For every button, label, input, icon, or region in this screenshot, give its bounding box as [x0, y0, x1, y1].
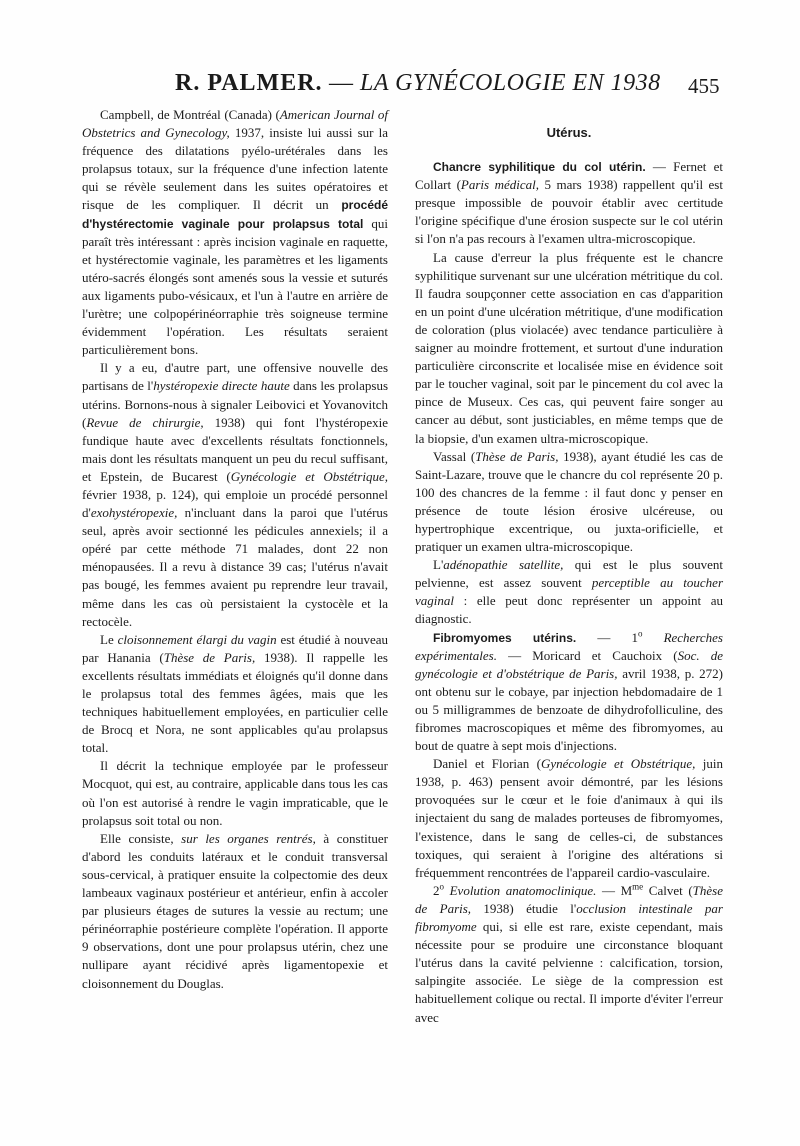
paragraph-evolution — [415, 882, 723, 1027]
text-run: Calvet ( — [643, 882, 693, 898]
text-run: 1938) qui font l'hystéropexie fundique haute avec d'excellents résultats fonctionnels, mais dont les résultats manquent un peu du recul suffisant, et Epstein, de Bucarest ( — [82, 414, 388, 484]
paragraph-adenopathie — [415, 556, 723, 628]
text-run: février 1938, p. 124), qui emploie un procédé personnel d' — [82, 486, 388, 521]
running-head-separator: — — [322, 70, 361, 96]
paragraph-cause-erreur: La cause d'erreur la plus fréquente est le chancre syphilitique survenant sur une ulcération métritique du col. Il faudra soupçonner cette association en cas d'apparition en un point d'une ulcération métritique, d'une modification de coloration (plus violacée) avec tendance particulière à saigner au moindre frottement, et surtout d'une induration particulière circonscrite et localisée mise en évidence soit par le toucher vaginal, soit par le pincement du col avec la pince de Museux. Ces cas, qui peuvent faire songer au cancer au début, sont justiciables, en même temps que de la biopsie, d'un examen ultra-microscopique. — [415, 249, 723, 446]
paragraph-vassal — [415, 448, 723, 557]
running-head-author: R. PALMER. — [175, 70, 323, 96]
left-column — [82, 106, 388, 993]
superscript: me — [632, 881, 644, 892]
text-run: à constituer d'abord les conduits latéraux et le conduit transversal sous-cervical, à pratiquer ensuite la colpectomie des deux lambeaux vaginaux postérieur et antérieur, enfin à accoler par plusieurs étages de sutures la vessie au rectum; une périnéorraphie postérieure complète l'opération. Il apporte 9 observations, dont une pour prolapsus utérin, chez une nullipare ayant récidivé après ligamentopexie et cloisonnement du Douglas. — [82, 830, 388, 991]
text-run: — Fernet et Collart ( — [415, 159, 723, 193]
citation-thesis: Thèse de Paris, — [163, 649, 256, 665]
emphasis-term: sur les organes rentrés, — [181, 830, 316, 846]
superscript: o — [439, 881, 444, 892]
subsection-heading: Fibromyomes utérins. — [433, 630, 577, 645]
emphasis-term: cloisonnement élargi du vagin — [117, 631, 277, 647]
text-run: n'incluant dans la paroi que l'utérus seul, après avoir sectionné les pédicules annexiels; il a opéré par cette méthode 71 malades, dont 22 non ménopausées. Il a revu à distance 39 cas; l'utérus n'avait pas bougé, les femmes avaient pu reprendre leur travail, même dans les cas où persistaient la cystocèle et la rectocèle. — [82, 505, 388, 629]
text-run: Campbell, de Montréal (Canada) ( — [100, 107, 280, 122]
text-run: juin 1938, p. 463) pensent avoir démontré, par les lésions provoquées sur le cœur et le foie d'animaux à qui ils injectaient du sang de malades porteuses de fibromyomes, l'existence, dans le sang de celles-ci, de substances toxiques, qui seraient à l'origine des altérations si fréquemment rencontrées de l'appareil cardio-vasculaire. — [415, 756, 723, 880]
citation-society: Soc. de gynécologie et d'obstétrique de Paris, — [415, 647, 723, 681]
text-run: L' — [433, 557, 444, 573]
paragraph-hysteropexie — [82, 359, 388, 630]
paragraph-fibromyomes — [415, 629, 723, 756]
citation-thesis: Thèse de Paris, — [475, 448, 559, 464]
text-run: Le — [100, 631, 118, 647]
text-run: qui est le plus souvent pelvienne, est assez souvent — [415, 557, 724, 591]
emphasis-term: Recherches expérimentales. — [415, 629, 723, 663]
emphasis-term: occlusion intestinale par fibromyome — [415, 900, 723, 935]
citation-journal: Revue de chirurgie, — [86, 414, 204, 430]
emphasis-term: adénopathie satellite, — [443, 557, 564, 573]
text-run: : elle peut donc représenter un appoint au diagnostic. — [415, 593, 723, 627]
citation-journal: Paris médical, — [460, 177, 539, 193]
subsection-heading: Chancre syphilitique du col utérin. — [433, 160, 646, 175]
text-run: Il y a eu, d'autre part, une offensive nouvelle des partisans de l' — [82, 360, 388, 394]
paragraph-chancre — [415, 158, 723, 248]
text-run: — Moricard et Cauchoix ( — [496, 647, 678, 663]
text-run — [642, 630, 663, 645]
text-run: — 1 — [576, 629, 638, 645]
keyword-procedure: procédé d'hystérectomie vaginale pour prolapsus total — [82, 198, 388, 231]
right-column — [415, 124, 723, 1027]
page-number: 455 — [688, 74, 720, 98]
text-run: Elle consiste, — [100, 830, 182, 846]
text-run: — M — [596, 882, 633, 898]
text-run: est étudié à nouveau par Hanania ( — [82, 631, 389, 665]
running-head — [0, 70, 800, 106]
citation-journal: Gynécologie et Obstétrique, — [230, 468, 388, 484]
emphasis-term: hystéropexie directe haute — [153, 378, 290, 394]
text-run: qui paraît très intéressant : après incision vaginale en raquette, et hystérectomie vaginale, les paramètres et les ligaments utéro-sacrés élongés sont amenés sous la vessie et suturés aux ligaments pubo-vésicaux, et l'un à l'autre en arrière de l'urètre; une colpopérinéorraphie très soigneuse termine évidemment l'opération. Les résultats seraient particulièrement bons. — [82, 215, 388, 358]
paragraph-consiste — [82, 830, 388, 993]
text-run: qui, si elle est rare, existe cependant, mais nécessite pour se produire une circonstance bloquant l'utérus dans la cavité pelvienne : calcification, torsion, salpingite associée. Le siège de la compression est habituellement colique ou rectal. Il importe d'éviter l'erreur avec — [415, 919, 723, 1025]
text-run: 1938). Il rappelle les excellents résultats immédiats et éloignés qu'il donne dans le prolapsus total des femmes âgées, mais que les techniques habituellement employées, en particulier celle de Brocq et Nora, ne sont applicables qu'au prolapsus total. — [82, 649, 388, 756]
text-run: 1938) étudie l' — [471, 900, 577, 916]
citation-journal: Gynécologie et Obstétrique, — [540, 756, 696, 772]
text-run: dans les prolapsus utérins. Bornons-nous à signaler Leibovici et Yovanovitch ( — [82, 378, 389, 430]
text-run: 5 mars 1938) rappellent qu'il est presque impossible de pouvoir établir avec certitude l'origine spécifique d'une érosion suspecte sur le col utérin si l'on n'a pas recours à l'examen ultra-microscopique. — [415, 177, 723, 247]
citation-journal: American Journal of Obstetrics and Gynecology, — [82, 107, 389, 141]
text-run: 1937, insiste lui aussi sur la fréquence des dilatations pyélo-urétérales dans les prolapsus totaux, sur la fréquence d'une infection latente qui se révèle seulement dans les suites opératoires et risque de les compliquer. Il décrit un — [82, 125, 388, 213]
text-run: Vassal ( — [433, 448, 476, 464]
paragraph-campbell — [82, 106, 388, 359]
text-run: 2 — [433, 882, 440, 898]
emphasis-term: exohystéropexie, — [90, 505, 178, 521]
paragraph-cloisonnement — [82, 631, 388, 758]
text-run: 1938), ayant étudié les cas de Saint-Lazare, trouve que le chancre du col représente 20 p. 100 des chancres de la femme : il faut donc y penser en présence de toute lésion érosive ulcéreuse, ou hypertrophique excentrique, ou juxta-orificielle, et pratiquer un examen ultra-microscopique. — [415, 448, 723, 555]
text-run: Daniel et Florian ( — [433, 756, 541, 772]
emphasis-term: perceptible au toucher vaginal — [415, 575, 724, 609]
text-run: avril 1938, p. 272) ont obtenu sur le cobaye, par injection hebdomadaire de 1 ou 5 milligrammes de benzoate de dihydrofolliculine, des fibromes macroscopiques et même des fibromyomes, au bout de quatre à sept mois d'injections. — [415, 665, 723, 754]
emphasis-term: Evolution anatomoclinique. — [449, 882, 597, 898]
running-head-topic: LA GYNÉCOLOGIE EN 1938 — [360, 70, 661, 96]
section-heading-uterus: Utérus. — [546, 125, 592, 140]
paragraph-daniel-florian — [415, 755, 723, 882]
paragraph-technique: Il décrit la technique employée par le professeur Mocquot, qui est, au contraire, applicable dans tous les cas où l'on est autorisé à rendre le vagin impraticable, que le prolapsus soit total ou non. — [82, 758, 388, 828]
citation-thesis: Thèse de Paris, — [415, 882, 723, 916]
superscript: o — [637, 628, 643, 639]
running-head-title — [175, 70, 661, 97]
